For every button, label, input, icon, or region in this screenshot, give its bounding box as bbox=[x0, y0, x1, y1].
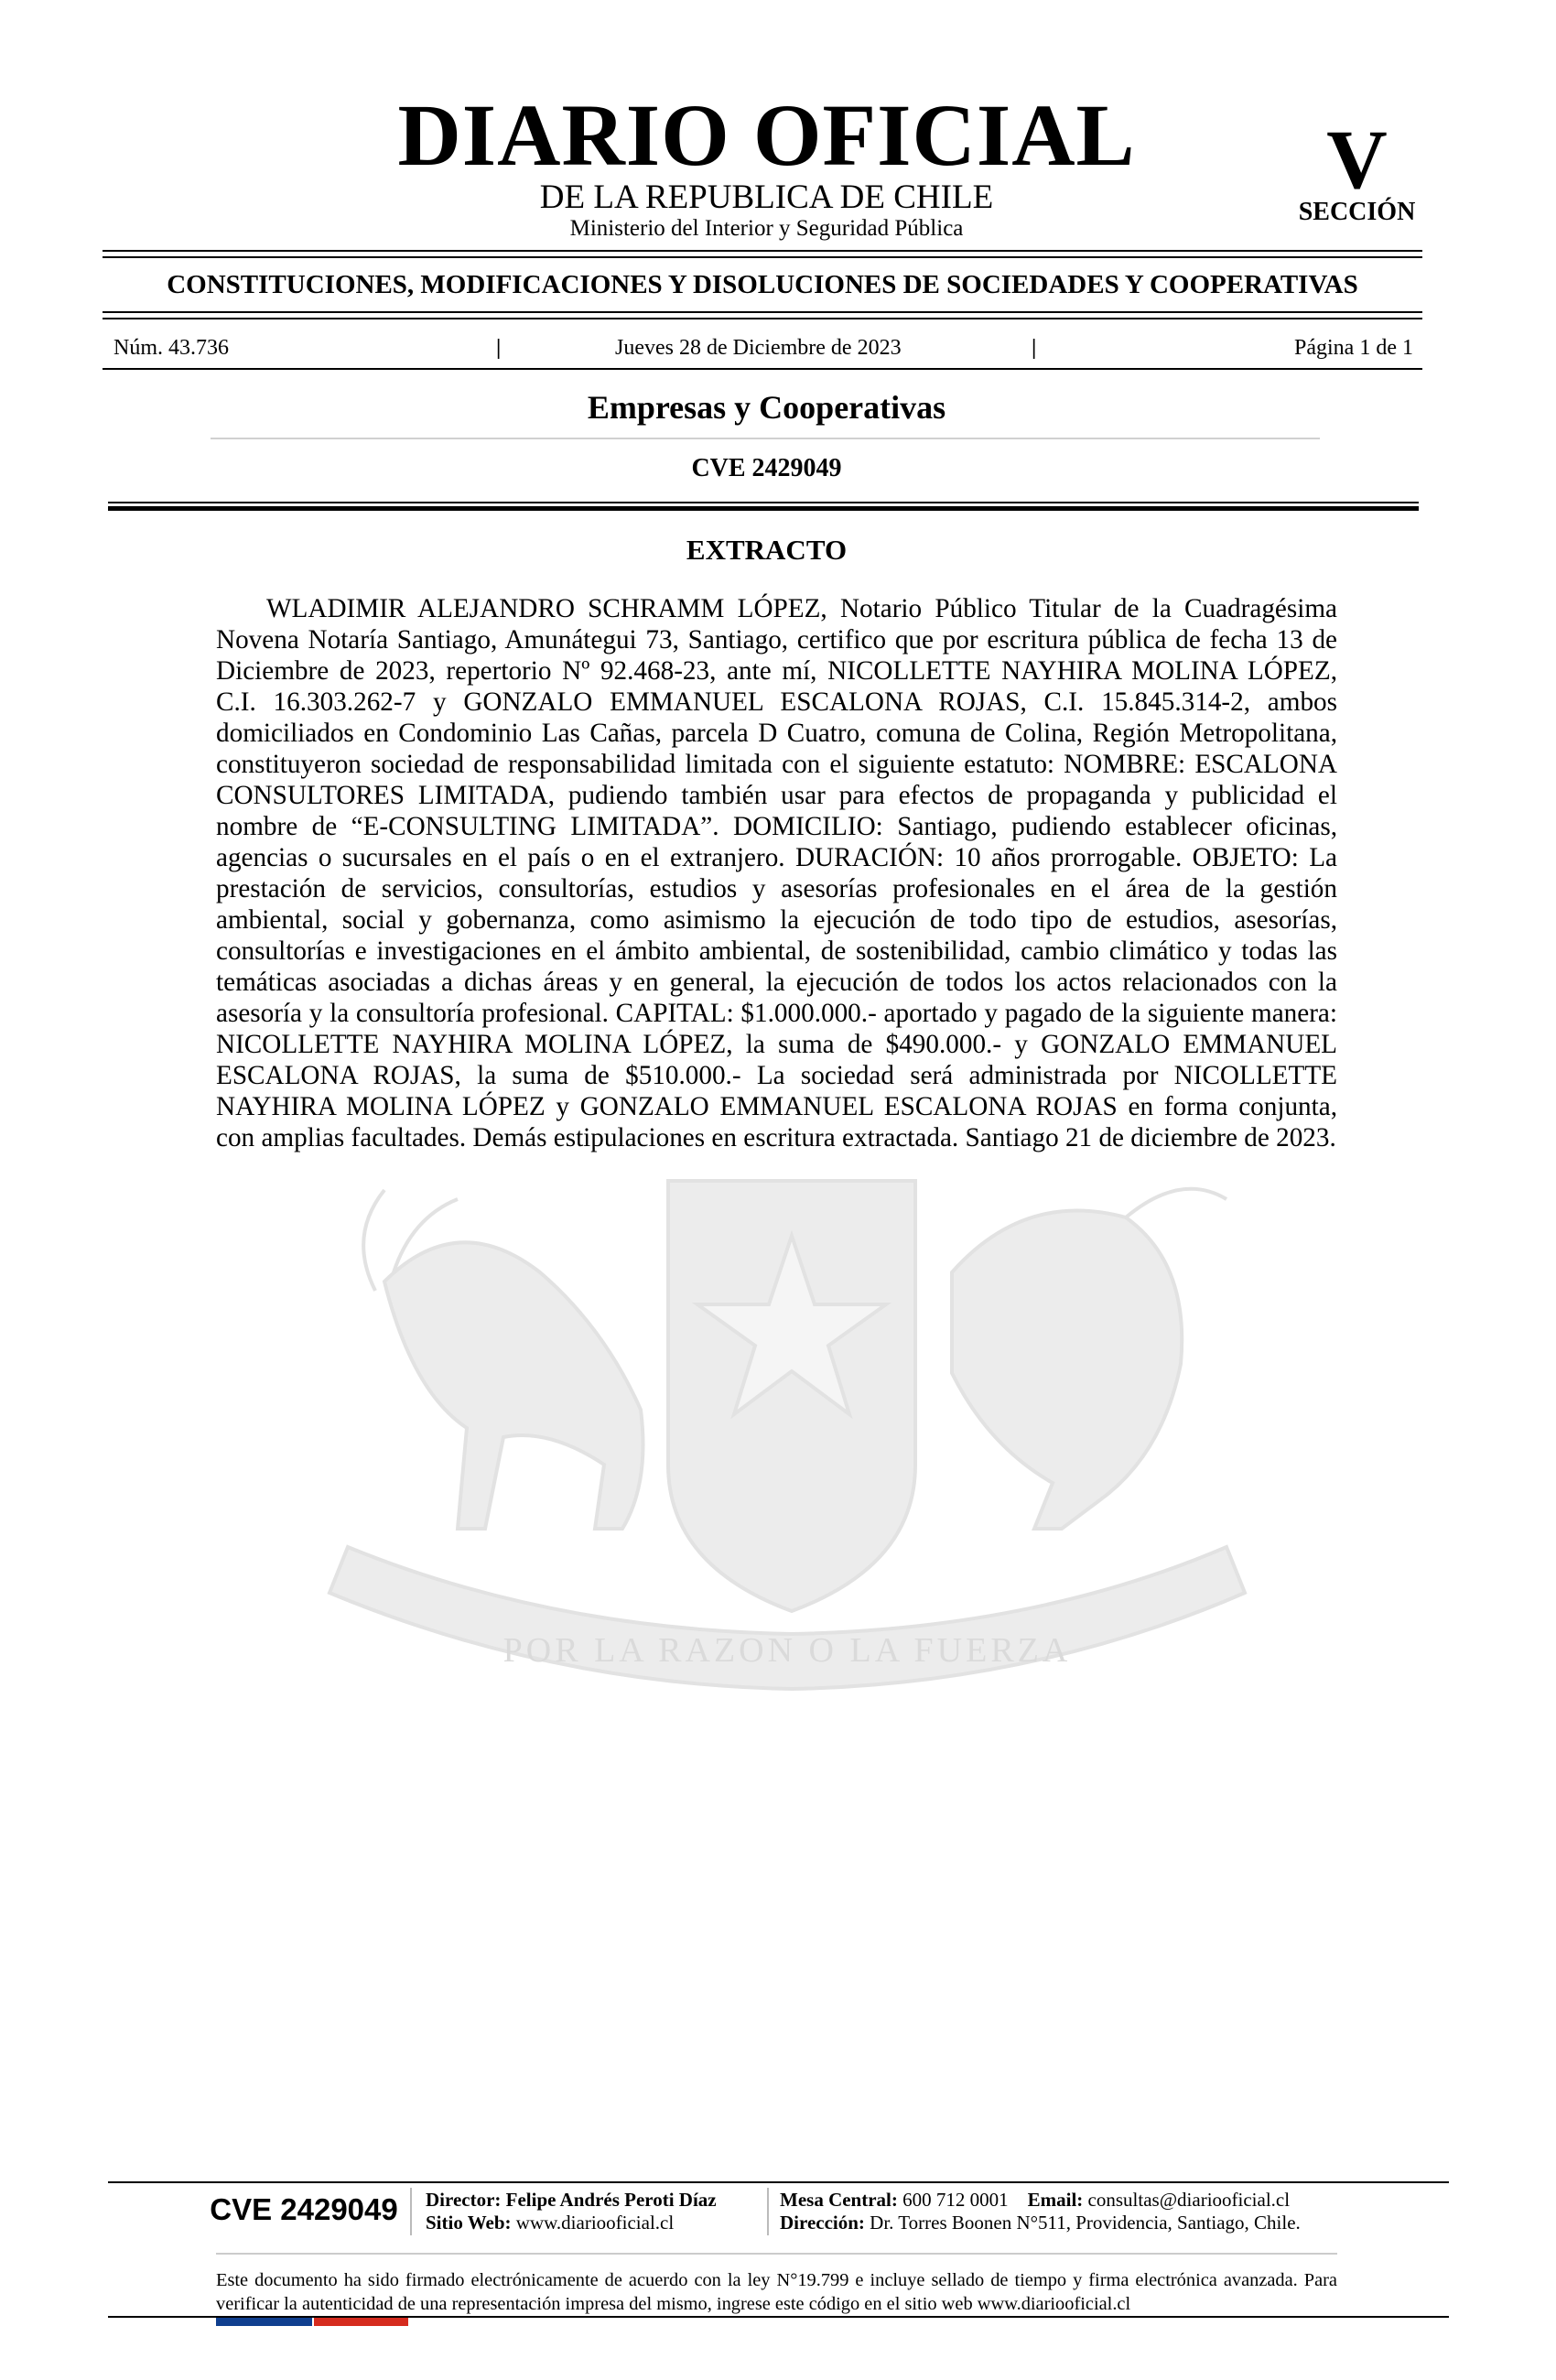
cve-code: CVE 2429049 bbox=[691, 454, 842, 482]
coat-of-arms-watermark bbox=[275, 1135, 1300, 1703]
section-title-divider bbox=[211, 438, 1320, 439]
phone-label: Mesa Central: bbox=[780, 2189, 898, 2211]
email-value[interactable]: consultas@diariooficial.cl bbox=[1087, 2189, 1291, 2211]
rule-cve-1 bbox=[108, 502, 1419, 503]
director-value: Felipe Andrés Peroti Díaz bbox=[505, 2189, 717, 2211]
document-title: EXTRACTO bbox=[686, 534, 848, 566]
rule-top-1 bbox=[103, 250, 1422, 252]
flag-stripe-blue bbox=[216, 2318, 312, 2326]
issue-date: Jueves 28 de Diciembre de 2023 bbox=[615, 336, 902, 360]
flag-stripe-red bbox=[314, 2318, 408, 2326]
footer-separator bbox=[216, 2253, 1337, 2255]
issue-number: Núm. 43.736 bbox=[113, 336, 229, 360]
footer-col-1 bbox=[426, 2189, 717, 2234]
masthead-ministry: Ministerio del Interior y Seguridad Pública bbox=[569, 216, 964, 241]
rule-banner-2 bbox=[103, 318, 1422, 319]
footer-cve: CVE 2429049 bbox=[210, 2192, 398, 2226]
page-count: Página 1 de 1 bbox=[1294, 336, 1413, 360]
meta-separator-2: | bbox=[1032, 336, 1037, 360]
section-word: SECCIÓN bbox=[1298, 198, 1416, 226]
footer-divider-1 bbox=[410, 2188, 412, 2235]
masthead-subtitle: DE LA REPUBLICA DE CHILE bbox=[539, 178, 994, 216]
document-body: WLADIMIR ALEJANDRO SCHRAMM LÓPEZ, Notario Público Titular de la Cuadragésima Novena Notaría Santiago, Amunátegui 73, Santiago, certifico que por escritura pública de fecha 13 de Diciembre de 2023, repertorio Nº 92.468-23, ante mí, NICOLLETTE NAYHIRA MOLINA LÓPEZ, C.I. 16.303.262-7 y GONZALO EMMANUEL ESCALONA ROJAS, C.I. 15.845.314-2, ambos domiciliados en Condominio Las Cañas, parcela D Cuatro, comuna de Colina, Región Metropolitana, constituyeron sociedad de responsabilidad limitada con el siguiente estatuto: NOMBRE: ESCALONA CONSULTORES LIMITADA, pudiendo también usar para efectos de propaganda y publicidad el nombre de “E-CONSULTING LIMITADA”. DOMICILIO: Santiago, pudiendo establecer oficinas, agencias o sucursales en el país o en el extranjero. DURACIÓN: 10 años prorrogable. OBJETO: La prestación de servicios, consultorías, estudios y asesorías profesionales en el área de la gestión ambiental, social y gobernanza, como asimismo la ejecución de todo tipo de estudios, asesorías, consultorías e investigaciones en el ámbito ambiental, de sostenibilidad, cambio climático y todas las temáticas asociadas a dichas áreas y en general, la ejecución de todos los actos relacionados con la asesoría y la consultoría profesional. CAPITAL: $1.000.000.- aportado y pagado de la siguiente manera: NICOLLETTE NAYHIRA MOLINA LÓPEZ, la suma de $490.000.- y GONZALO EMMANUEL ESCALONA ROJAS, la suma de $510.000.- La sociedad será administrada por NICOLLETTE NAYHIRA MOLINA LÓPEZ y GONZALO EMMANUEL ESCALONA ROJAS en forma conjunta, con amplias facultades. Demás estipulaciones en escritura extractada. Santiago 21 de diciembre de 2023. bbox=[216, 594, 1337, 1152]
meta-separator-1: | bbox=[496, 336, 502, 360]
web-label: Sitio Web: bbox=[426, 2212, 512, 2234]
footer-disclaimer: Este documento ha sido firmado electrónicamente de acuerdo con la ley N°19.799 e incluye sellado de tiempo y firma electrónica avanzada. Para verificar la autenticidad de una representación impresa del mismo, ingrese este código en el sitio web www.diariooficial.cl bbox=[216, 2270, 1337, 2314]
issue-meta-row bbox=[113, 334, 1413, 362]
section-banner: CONSTITUCIONES, MODIFICACIONES Y DISOLUCIONES DE SOCIEDADES Y COOPERATIVAS bbox=[167, 270, 1358, 299]
address-label: Dirección: bbox=[780, 2212, 865, 2234]
director-label: Director: bbox=[426, 2189, 502, 2211]
section-letter: V bbox=[1326, 113, 1388, 206]
rule-banner-1 bbox=[103, 311, 1422, 313]
section-title: Empresas y Cooperativas bbox=[587, 389, 946, 426]
address-value: Dr. Torres Boonen N°511, Providencia, Santiago, Chile. bbox=[870, 2212, 1301, 2234]
masthead-title: DIARIO OFICIAL bbox=[397, 86, 1136, 184]
rule-footer-top bbox=[108, 2181, 1449, 2183]
watermark-motto: POR LA RAZON O LA FUERZA bbox=[502, 1631, 1072, 1670]
footer-divider-2 bbox=[767, 2188, 769, 2235]
rule-meta bbox=[103, 368, 1422, 370]
rule-cve-2 bbox=[108, 506, 1419, 511]
web-value[interactable]: www.diariooficial.cl bbox=[515, 2212, 675, 2234]
phone-value: 600 712 0001 bbox=[902, 2189, 1009, 2211]
footer-col-2 bbox=[780, 2189, 1301, 2234]
email-label: Email: bbox=[1027, 2189, 1084, 2211]
rule-top-2 bbox=[103, 256, 1422, 258]
